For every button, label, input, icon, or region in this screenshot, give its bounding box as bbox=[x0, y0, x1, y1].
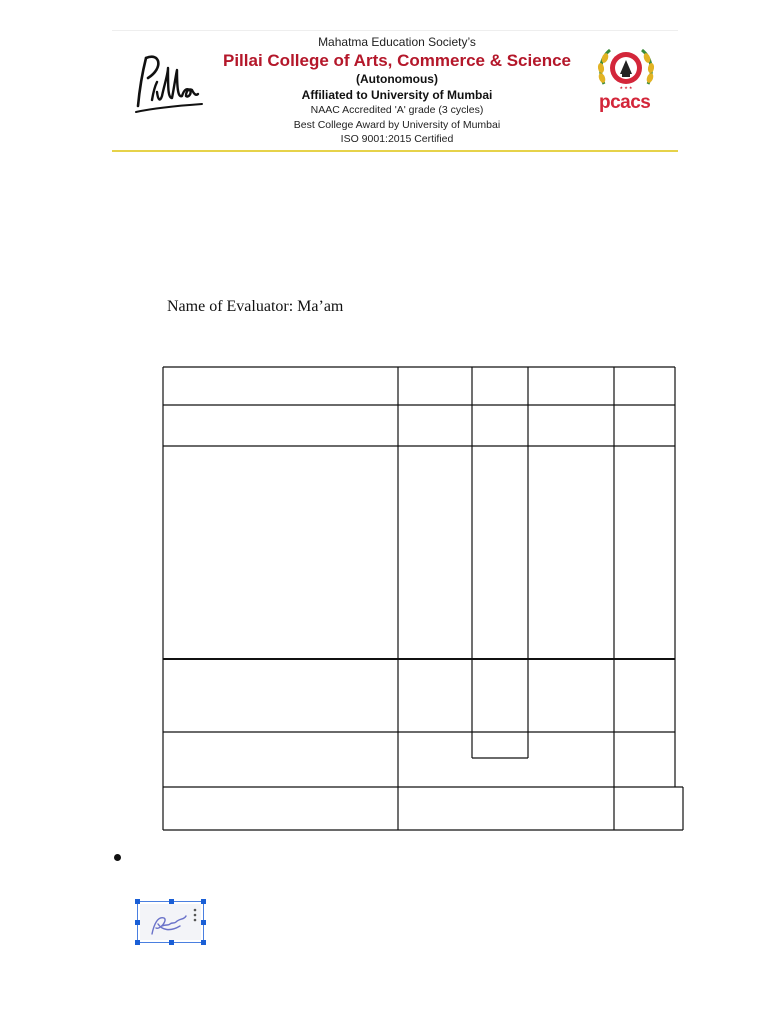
naac-accreditation: NAAC Accredited 'A' grade (3 cycles) bbox=[310, 104, 484, 116]
table-cell bbox=[614, 367, 675, 405]
resize-handle[interactable] bbox=[169, 940, 174, 945]
society-name: Mahatma Education Society’s bbox=[318, 35, 476, 49]
header-top-divider bbox=[112, 30, 678, 31]
iso-certification: ISO 9001:2015 Certified bbox=[340, 133, 454, 145]
evaluator-name: Name of Evaluator: Ma’am bbox=[167, 298, 344, 315]
college-header-text bbox=[202, 36, 592, 149]
table-cell bbox=[163, 367, 398, 405]
list-bullet bbox=[114, 854, 121, 861]
pillai-signature-logo bbox=[124, 44, 204, 124]
letterhead bbox=[112, 30, 678, 152]
autonomous-label: (Autonomous) bbox=[356, 72, 438, 86]
resize-handle[interactable] bbox=[135, 940, 140, 945]
resize-handle[interactable] bbox=[201, 899, 206, 904]
resize-handle[interactable] bbox=[169, 899, 174, 904]
pcacs-wordmark: pcacs bbox=[599, 92, 651, 113]
affiliation-text: Affiliated to University of Mumbai bbox=[301, 88, 493, 102]
signature-image-selection[interactable] bbox=[137, 901, 204, 943]
resize-handle[interactable] bbox=[201, 940, 206, 945]
header-divider bbox=[112, 150, 678, 152]
svg-text:★ ★ ★: ★ ★ ★ bbox=[619, 85, 633, 90]
award-text: Best College Award by University of Mumbai bbox=[293, 118, 501, 131]
college-name: Pillai College of Arts, Commerce & Science bbox=[223, 51, 571, 70]
table-cell bbox=[528, 367, 614, 405]
resize-handle[interactable] bbox=[135, 899, 140, 904]
table-cell bbox=[398, 367, 472, 405]
resize-handle[interactable] bbox=[135, 920, 140, 925]
table-cell bbox=[472, 367, 528, 405]
resize-handle[interactable] bbox=[201, 920, 206, 925]
signature-image[interactable] bbox=[140, 904, 201, 940]
